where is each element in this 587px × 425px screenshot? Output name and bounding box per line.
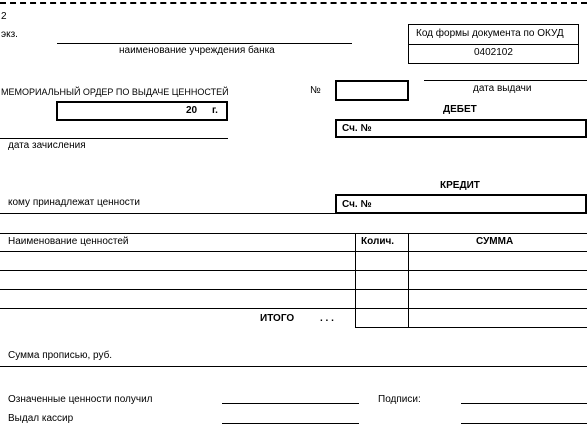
credit-title: КРЕДИТ <box>440 180 480 191</box>
qty-column-left <box>355 233 356 327</box>
copy-number: 2 <box>1 11 7 22</box>
sum-words-line <box>0 366 587 367</box>
table-top-line <box>0 233 587 234</box>
okud-divider <box>409 44 578 45</box>
owner-line <box>0 213 335 214</box>
table-header-qty: Колич. <box>361 236 395 247</box>
date-field[interactable] <box>56 101 228 121</box>
owner-label: кому принадлежат ценности <box>8 197 140 208</box>
total-dots: . . . <box>320 313 334 324</box>
debit-account-label: Сч. № <box>342 123 372 134</box>
table-row <box>0 251 587 252</box>
copy-label: экз. <box>1 29 18 40</box>
order-number-field[interactable] <box>335 80 409 101</box>
year-value: 20 <box>186 105 198 116</box>
received-signature-line <box>222 403 359 404</box>
issue-date-line <box>424 80 587 81</box>
okud-title: Код формы документа по ОКУД <box>416 28 564 39</box>
table-row <box>0 308 587 309</box>
cashier-label: Выдал кассир <box>8 413 74 424</box>
table-header-sum: СУММА <box>476 236 514 247</box>
cashier-signature-line <box>222 423 359 424</box>
table-header-name: Наименование ценностей <box>8 236 129 247</box>
signatures-label: Подписи: <box>378 394 421 405</box>
bank-name-label: наименование учреждения банка <box>119 45 275 56</box>
table-row <box>0 270 587 271</box>
debit-title: ДЕБЕТ <box>443 104 477 115</box>
posting-date-label: дата зачисления <box>8 140 86 151</box>
bank-name-line <box>57 43 352 44</box>
year-suffix: г. <box>212 105 218 116</box>
received-label: Означенные ценности получил <box>8 394 153 405</box>
qty-column-right <box>408 233 409 327</box>
cut-line <box>0 2 587 4</box>
posting-date-line <box>0 138 228 139</box>
table-row <box>0 289 587 290</box>
signature-line-2 <box>461 423 587 424</box>
order-title: МЕМОРИАЛЬНЫЙ ОРДЕР ПО ВЫДАЧЕ ЦЕННОСТЕЙ <box>1 87 229 97</box>
issue-date-label: дата выдачи <box>473 83 532 94</box>
debit-account-field[interactable] <box>335 119 587 138</box>
signature-line-1 <box>461 403 587 404</box>
total-label: ИТОГО <box>260 313 295 324</box>
sum-words-label: Сумма прописью, руб. <box>8 350 113 361</box>
credit-account-field[interactable] <box>335 194 587 214</box>
credit-account-label: Сч. № <box>342 199 372 210</box>
number-sign: № <box>310 85 321 96</box>
okud-code: 0402102 <box>474 47 513 58</box>
total-bottom-line <box>355 327 587 328</box>
